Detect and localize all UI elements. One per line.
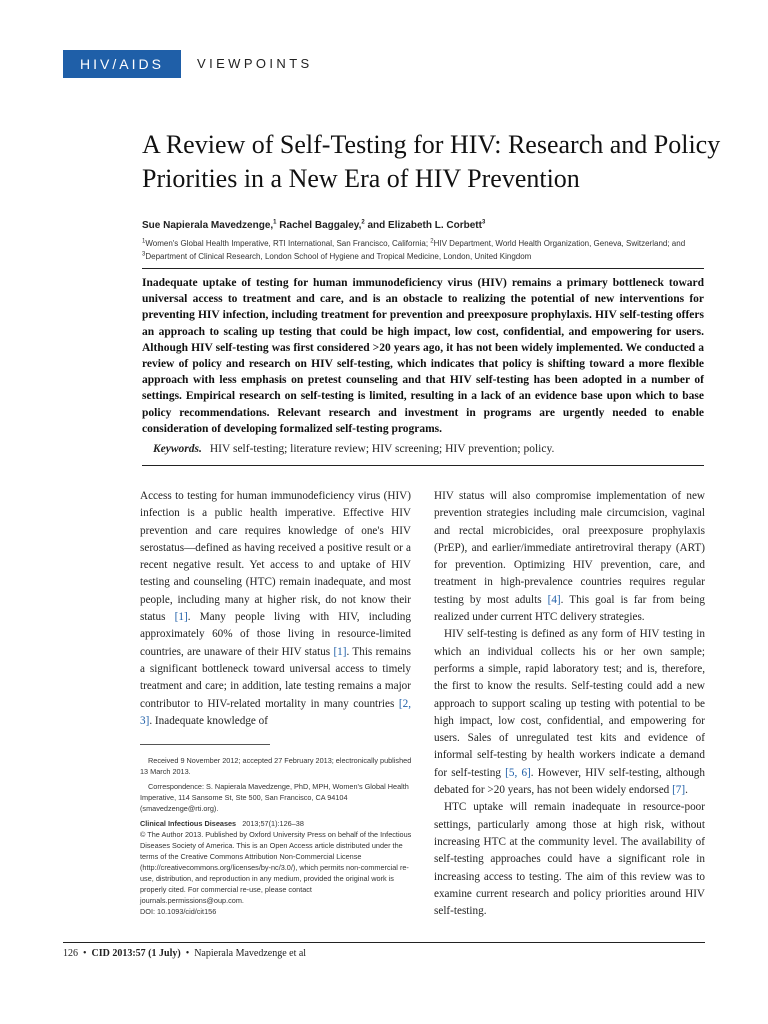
- footnote-correspondence: Correspondence: S. Napierala Mavedzenge, PhD, MPH, Women's Global Health Imperative, 114 Sansome St, Ste 500, San Francisco, CA 94104 (smavedzenge@rti.org).: [140, 782, 409, 813]
- citation-link[interactable]: [1]: [333, 645, 347, 658]
- text-run: . Inadequate knowledge of: [149, 714, 268, 727]
- citation-link[interactable]: [7]: [672, 784, 686, 797]
- citation-link[interactable]: [2, 3]: [140, 697, 411, 727]
- footer-bullet: •: [83, 948, 87, 959]
- footer-authors: Napierala Mavedzenge et al: [194, 948, 307, 959]
- citation-link[interactable]: [5, 6]: [505, 766, 531, 779]
- author-list: [142, 220, 712, 231]
- affiliation-sup: 3: [142, 250, 146, 257]
- body-paragraph: HTC uptake will remain inadequate in resource-poor settings, particularly among those at high risk, without increasing HTC at the community level. The availability of self-testing approaches could have a significant role in increasing access to testing. The aim of this review was to examine current research and policy priorities around HIV self-testing.: [434, 801, 705, 918]
- footer-journal: CID 2013:57 (1 July): [91, 948, 181, 959]
- article-title: A Review of Self-Testing for HIV: Research and Policy Priorities in a New Era of HIV Prevention: [142, 130, 721, 193]
- affiliation-text: HIV Department, World Health Organization, Geneva, Switzerland; and: [433, 239, 686, 248]
- footnote-journal: [140, 818, 412, 829]
- journal-citation: 2013;57(1):126–38: [242, 819, 304, 828]
- section-label: VIEWPOINTS: [197, 56, 313, 71]
- text-run: .: [685, 784, 688, 797]
- body-paragraph: [140, 488, 411, 730]
- page-footer: [63, 948, 306, 959]
- page-number: 126: [63, 948, 78, 959]
- citation-link[interactable]: [1]: [174, 611, 188, 624]
- keywords-label: Keywords.: [153, 443, 202, 455]
- author-name: Sue Napierala Mavedzenge,: [142, 220, 274, 231]
- text-run: . Many people living with HIV, including approximately 60% of those living in resource-limited countries, are unaware of their HIV status: [140, 611, 411, 658]
- affiliation-sup: 1: [142, 238, 146, 245]
- footnote-rule: [140, 744, 270, 745]
- citation-link[interactable]: [4]: [547, 593, 561, 606]
- footer-bullet: •: [185, 948, 190, 959]
- footnotes: [140, 755, 412, 917]
- affiliation-text: Department of Clinical Research, London School of Hygiene and Tropical Medicine, London, United Kingdom: [145, 251, 532, 261]
- affiliation-text: Women's Global Health Imperative, RTI International, San Francisco, California;: [145, 239, 431, 248]
- text-run: . This goal is far from being realized under current HTC delivery strategies.: [434, 593, 705, 624]
- author-name: Rachel Baggaley,: [279, 220, 362, 231]
- keywords: [153, 443, 705, 455]
- text-run: . This remains a significant bottleneck toward universal access to timely treatment and care; in addition, late testing remains a major contributor to HIV-related mortality in many countries: [140, 645, 411, 710]
- affiliation-sup: 2: [430, 238, 434, 245]
- text-run: HIV status will also compromise implementation of new prevention strategies including male circumcision, vaginal and rectal microbicides, oral preexposure prophylaxis (PrEP), and earlier/immediate antiretroviral therapy (ART) for prevention. Optimizing HIV prevention, care, and treatment in high-prevalence countries requires regular testing by most adults: [434, 490, 705, 606]
- footnote-copyright: © The Author 2013. Published by Oxford University Press on behalf of the Infectious Diseases Society of America. This is an Open Access article distributed under the terms of the Creative Commons Attribution Non-Commercial License (http://creativecommons.org/licenses/by-nc/3.0/), which permits non-commercial re-use, distribution, and reproduction in any medium, provided the original work is properly cited. For commercial re-use, please contact journals.permissions@oup.com.: [140, 830, 412, 905]
- abstract: Inadequate uptake of testing for human immunodeficiency virus (HIV) remains a primary bottleneck toward universal access to treatment and care, and is an obstacle to realizing the potential of new interventions for preventing HIV infection, including treatment for prevention and preexposure prophylaxis. HIV self-testing offers an approach to scaling up testing that could be high impact, low cost, confidential, and empowering for users. Although HIV self-testing was first considered >20 years ago, it has not been widely implemented. We conducted a review of policy and research on HIV self-testing, which indicates that policy is shifting toward a more flexible approach with less emphasis on pretest counseling and that HIV self-testing has been adopted in a number of settings. Empirical research on self-testing is limited, resulting in a lack of an evidence base upon which to base policy recommendations. Relevant research and investment in programs are urgently needed to enable consideration of developing formalized self-testing programs.: [142, 277, 704, 435]
- footer-rule: [63, 942, 705, 943]
- section-tag: HIV/AIDS: [63, 50, 181, 78]
- affiliations: [142, 238, 712, 263]
- body-paragraph: [434, 488, 705, 626]
- footnote-received: Received 9 November 2012; accepted 27 February 2013; electronically published 13 March 2013.: [140, 756, 412, 776]
- author-sup: 2: [361, 219, 365, 226]
- text-run: HIV self-testing is defined as any form of HIV testing in which an individual collects his or her own sample; performs a simple, rapid laboratory test; and is, therefore, the first to know the results. Self-testing could add a new approach to support scaling up testing with potential to be high impact, low cost, confidential, and empowering for users. Sales of unregulated test kits and evidence of informal self-testing by health workers indicate a demand for self-testing: [434, 628, 705, 779]
- abstract-bottom-rule: [142, 465, 704, 466]
- journal-name: Clinical Infectious Diseases: [140, 819, 237, 828]
- footnote-doi: DOI: 10.1093/cid/cit156: [140, 907, 217, 916]
- abstract-top-rule: [142, 268, 704, 269]
- keywords-text: HIV self-testing; literature review; HIV screening; HIV prevention; policy.: [209, 443, 555, 455]
- text-run: Access to testing for human immunodeficiency virus (HIV) infection is a public health imperative. Effective HIV prevention and care requires knowledge of one's HIV serostatus—defined as having received a positive result or a recent negative result. Yet access to and uptake of HIV testing and counseling (HTC) remain inadequate, and most people, including many at higher risk, do not know their status: [140, 490, 411, 624]
- body-column-left: [140, 488, 411, 730]
- author-sup: 1: [273, 219, 277, 226]
- author-name: and Elizabeth L. Corbett: [367, 220, 482, 231]
- body-paragraph: [434, 626, 705, 799]
- body-column-right: [434, 488, 705, 920]
- text-run: . However, HIV self-testing, although debated for >20 years, has not been widely endorsed: [434, 766, 705, 797]
- author-sup: 3: [481, 219, 486, 226]
